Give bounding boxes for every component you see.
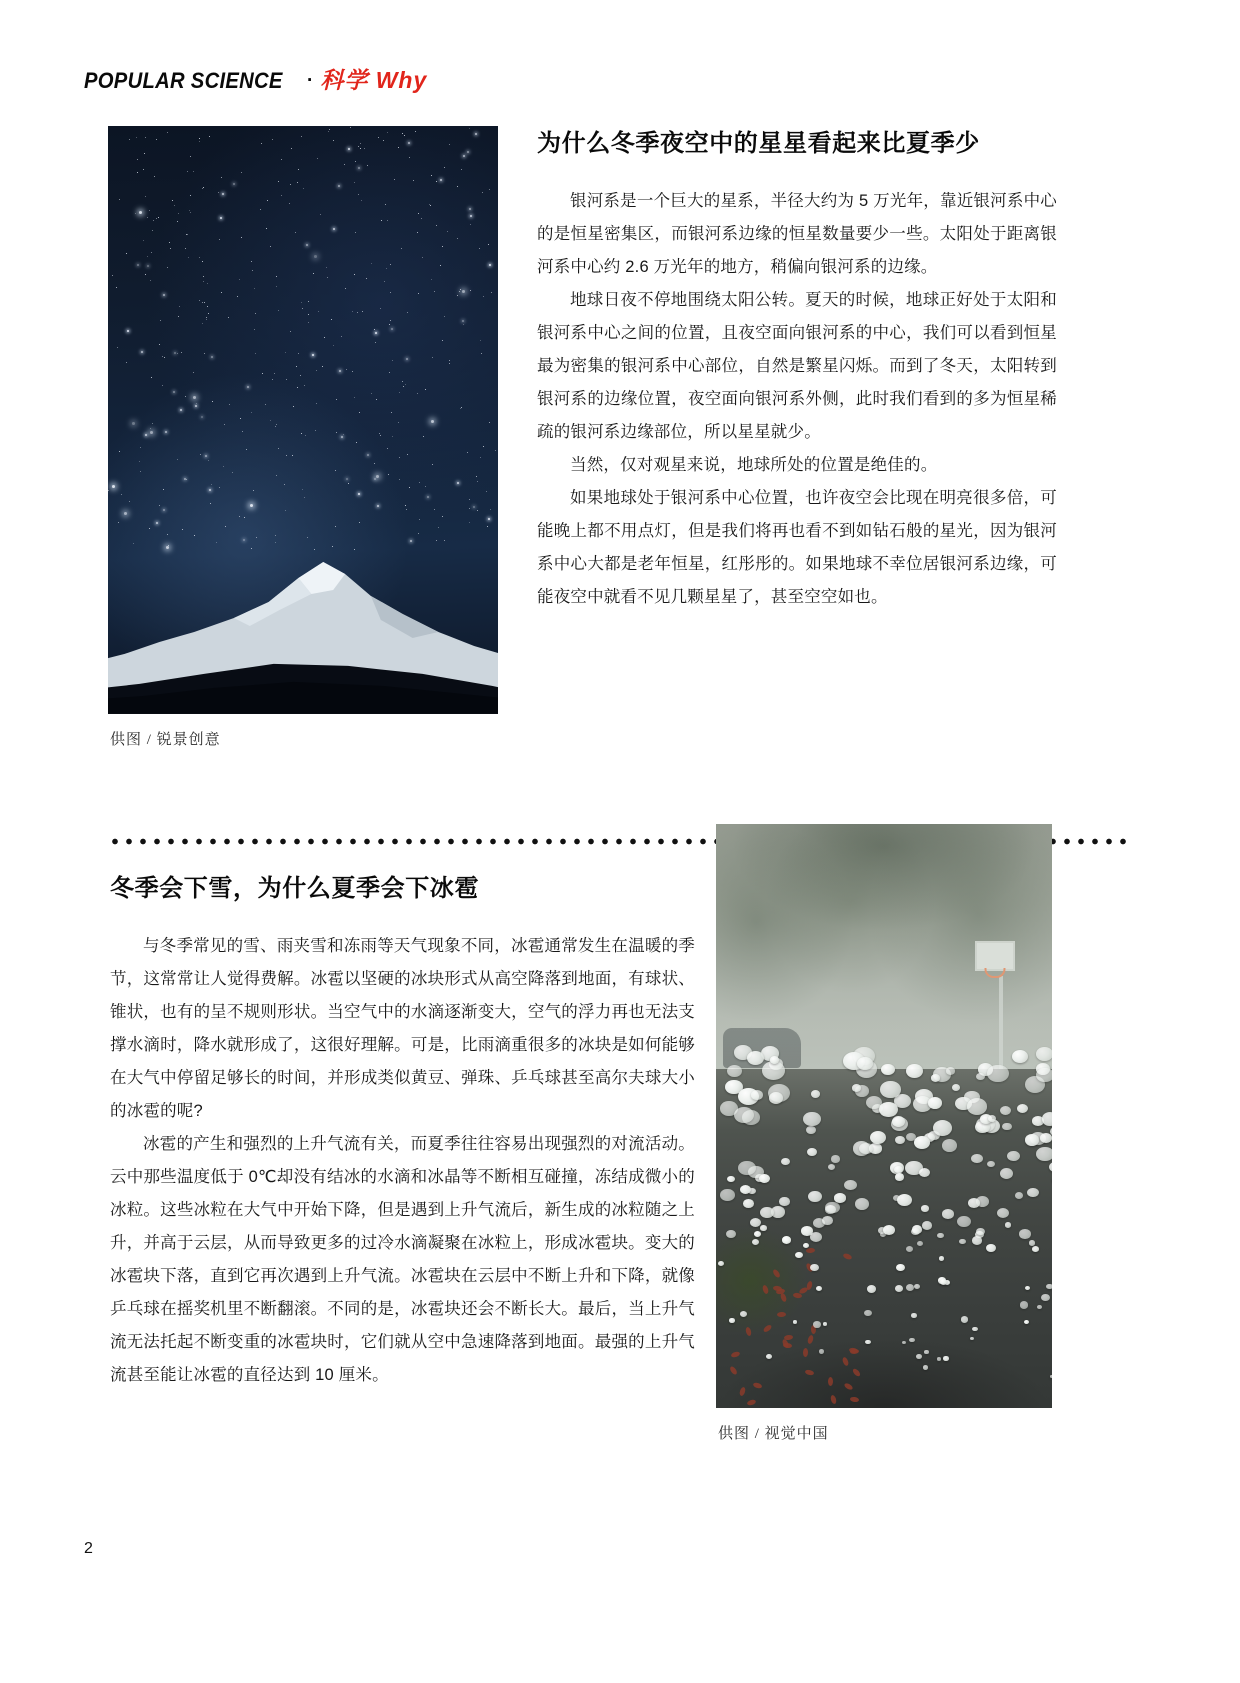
article-1-photo bbox=[108, 126, 498, 714]
article-2-photo-caption: 供图 / 视觉中国 bbox=[718, 1426, 829, 1442]
article-1-paragraph: 地球日夜不停地围绕太阳公转。夏天的时候，地球正好处于太阳和银河系中心之间的位置，且夜空面向银河系的中心，我们可以看到恒星最为密集的银河系中心部位，自然是繁星闪烁。而到了冬天，太阳转到银河系的边缘位置，夜空面向银河系外侧，此时我们看到的多为恒星稀疏的银河系边缘部位，所以星星就少。 bbox=[537, 291, 1057, 442]
article-2-photo bbox=[716, 824, 1052, 1408]
article-1-text-column bbox=[537, 128, 1057, 614]
masthead-english-title: POPULAR SCIENCE bbox=[84, 68, 283, 93]
article-2-paragraph: 冰雹的产生和强烈的上升气流有关，而夏季往往容易出现强烈的对流活动。云中那些温度低于 0℃却没有结冰的水滴和冰晶等不断相互碰撞，冻结成微小的冰粒。这些冰粒在大气中开始下降，但是遇到上升气流后，新生成的冰粒随之上升，并高于云层，从而导致更多的过冷水滴凝聚在冰粒上，形成冰雹块。变大的冰雹块下落，直到它再次遇到上升气流。冰雹块在云层中不断上升和下降，就像乒乓球在摇奖机里不断翻滚。不同的是，冰雹块还会不断长大。最后，当上升气流无法托起不断变重的冰雹块时，它们就从空中急速降落到地面。最强的上升气流甚至能让冰雹的直径达到 10 厘米。 bbox=[110, 1135, 695, 1385]
article-1-paragraph: 银河系是一个巨大的星系，半径大约为 5 万光年，靠近银河系中心的是恒星密集区，而银河系边缘的恒星数量要少一些。太阳处于距离银河系中心约 2.6 万光年的地方，稍偏向银河系的边缘。 bbox=[537, 192, 1057, 277]
article-1-headline: 为什么冬季夜空中的星星看起来比夏季少 bbox=[537, 130, 980, 157]
masthead bbox=[84, 62, 427, 95]
masthead-chinese-title: 科学 Why bbox=[320, 67, 428, 93]
hailstones bbox=[716, 1058, 1052, 1408]
article-1-paragraph: 如果地球处于银河系中心位置，也许夜空会比现在明亮很多倍，可能晚上都不用点灯，但是我们将再也看不到如钻石般的星光，因为银河系中心大都是老年恒星，红彤彤的。如果地球不幸位居银河系边缘，可能夜空中就看不见几颗星星了，甚至空空如也。 bbox=[537, 489, 1057, 607]
article-1-body bbox=[537, 185, 1057, 614]
article-2-headline: 冬季会下雪，为什么夏季会下冰雹 bbox=[110, 875, 479, 902]
article-2-paragraph: 与冬季常见的雪、雨夹雪和冻雨等天气现象不同，冰雹通常发生在温暖的季节，这常常让人觉得费解。冰雹以坚硬的冰块形式从高空降落到地面，有球状、锥状，也有的呈不规则形状。当空气中的水滴逐渐变大，空气的浮力再也无法支撑水滴时，降水就形成了，这很好理解。可是，比雨滴重很多的冰块是如何能够在大气中停留足够长的时间，并形成类似黄豆、弹珠、乒乓球甚至高尔夫球大小的冰雹的呢? bbox=[110, 937, 695, 1121]
article-1-photo-caption: 供图 / 锐景创意 bbox=[110, 732, 221, 748]
article-2-text-column bbox=[110, 873, 695, 1392]
article-1-paragraph: 当然，仅对观星来说，地球所处的位置是绝佳的。 bbox=[570, 456, 938, 475]
article-2-body bbox=[110, 930, 695, 1392]
masthead-separator-dot: · bbox=[306, 70, 314, 91]
page-number: 2 bbox=[84, 1540, 93, 1557]
snow-mountain-silhouette bbox=[108, 514, 498, 714]
